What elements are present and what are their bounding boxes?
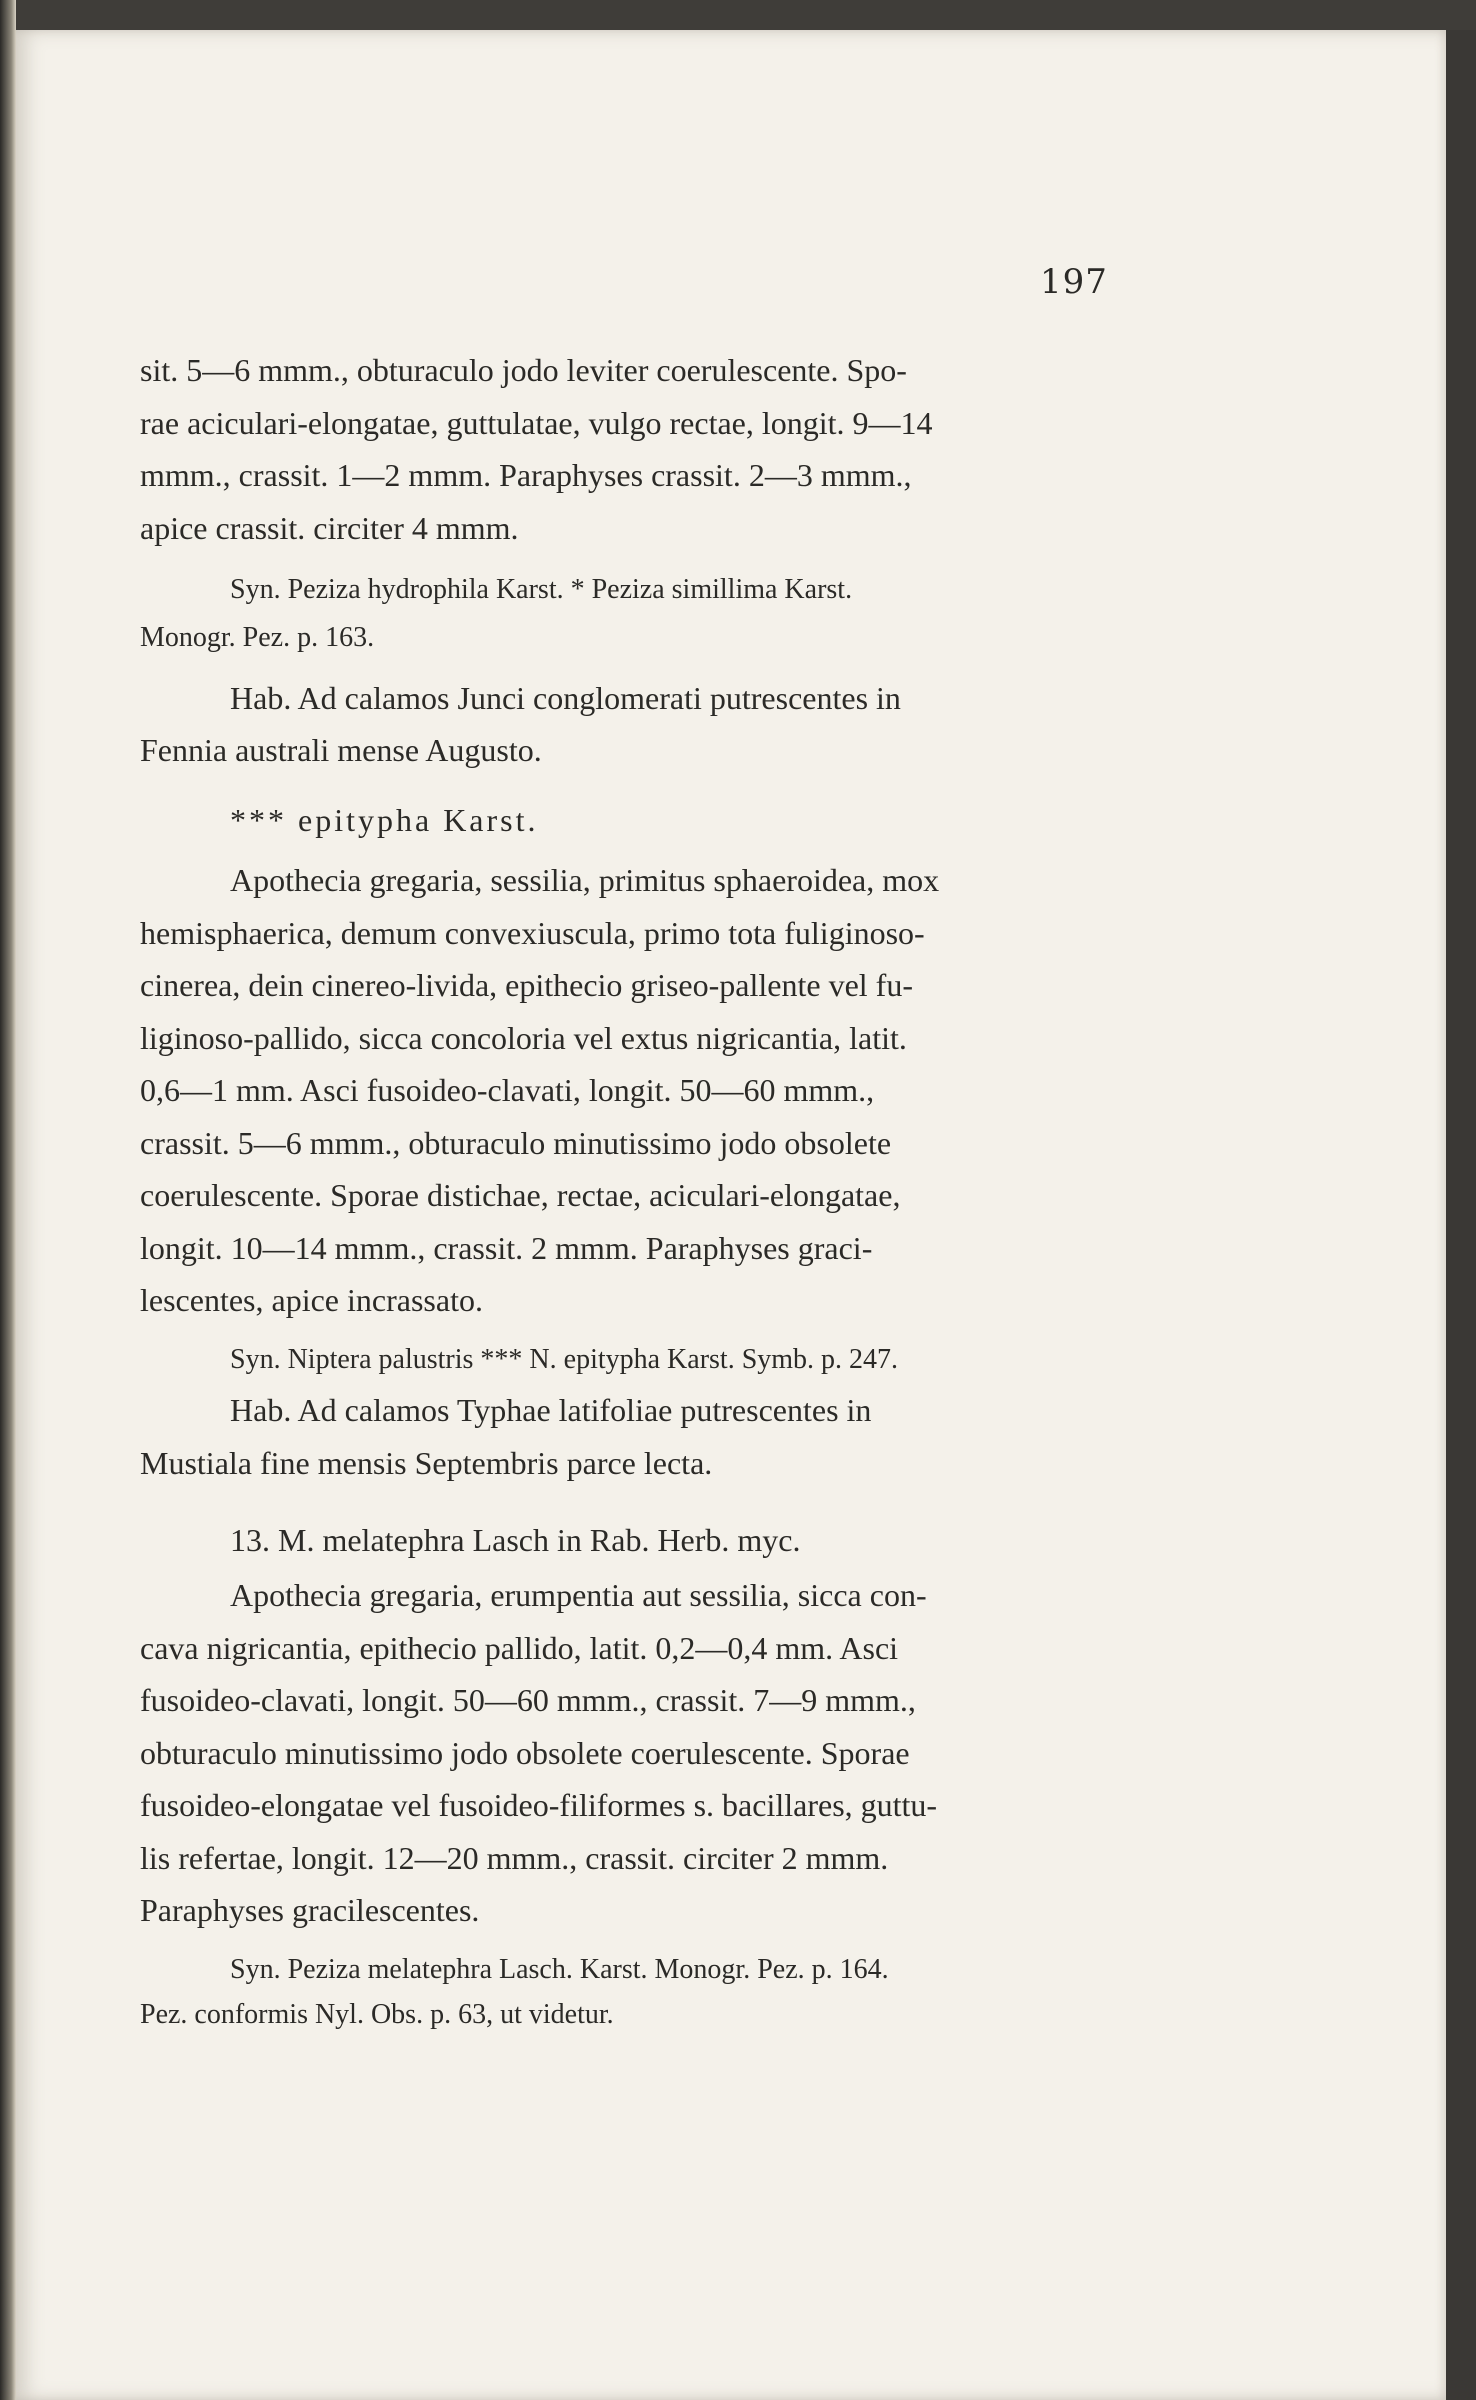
text-line: longit. 10—14 mmm., crassit. 2 mmm. Paraphyses graci-	[140, 1230, 873, 1266]
text-line: mmm., crassit. 1—2 mmm. Paraphyses crassit. 2—3 mmm.,	[140, 457, 912, 493]
text-line: lis refertae, longit. 12—20 mmm., crassit. circiter 2 mmm.	[140, 1840, 889, 1876]
text-line: Mustiala fine mensis Septembris parce lecta.	[140, 1445, 713, 1481]
text-line: Paraphyses gracilescentes.	[140, 1892, 480, 1928]
habitat-line: Hab. Ad calamos Typhae latifoliae putrescentes in	[230, 1392, 872, 1428]
book-spine-edge	[0, 0, 16, 2400]
text-line: fusoideo-elongatae vel fusoideo-filiformes s. bacillares, guttu-	[140, 1787, 938, 1823]
scan-margin	[1446, 30, 1476, 2400]
text-line: Apothecia gregaria, sessilia, primitus sphaeroidea, mox	[230, 862, 940, 898]
text-line: 0,6—1 mm. Asci fusoideo-clavati, longit. 50—60 mmm.,	[140, 1072, 875, 1108]
synonym-line: Pez. conformis Nyl. Obs. p. 63, ut videtur.	[140, 1999, 614, 2030]
text-line: hemisphaerica, demum convexiuscula, primo tota fuliginoso-	[140, 915, 925, 951]
text-line: sit. 5—6 mmm., obturaculo jodo leviter coerulescente. Spo-	[140, 352, 907, 388]
synonym-line: Syn. Peziza melatephra Lasch. Karst. Monogr. Pez. p. 164.	[230, 1954, 889, 1985]
text-line: crassit. 5—6 mmm., obturaculo minutissimo jodo obsolete	[140, 1125, 892, 1161]
synonym-line: Monogr. Pez. p. 163.	[140, 622, 375, 653]
text-line: Fennia australi mense Augusto.	[140, 732, 542, 768]
text-line: Apothecia gregaria, erumpentia aut sessilia, sicca con-	[230, 1577, 927, 1613]
text-line: cinerea, dein cinereo-livida, epithecio griseo-pallente vel fu-	[140, 967, 913, 1003]
synonym-line: Syn. Niptera palustris *** N. epitypha Karst. Symb. p. 247.	[230, 1344, 899, 1375]
page-number: 197	[1040, 262, 1108, 302]
habitat-line: Hab. Ad calamos Junci conglomerati putrescentes in	[230, 680, 901, 716]
text-line: obturaculo minutissimo jodo obsolete coerulescente. Sporae	[140, 1735, 910, 1771]
species-heading: 13. M. melatephra Lasch in Rab. Herb. myc.	[230, 1522, 801, 1558]
variety-heading: *** epitypha Karst.	[230, 802, 539, 838]
text-line: rae aciculari-elongatae, guttulatae, vulgo rectae, longit. 9—14	[140, 405, 933, 441]
text-line: liginoso-pallido, sicca concoloria vel extus nigricantia, latit.	[140, 1020, 907, 1056]
text-line: fusoideo-clavati, longit. 50—60 mmm., crassit. 7—9 mmm.,	[140, 1682, 916, 1718]
text-line: coerulescente. Sporae distichae, rectae, aciculari-elongatae,	[140, 1177, 901, 1213]
text-line: lescentes, apice incrassato.	[140, 1282, 483, 1318]
text-line: apice crassit. circiter 4 mmm.	[140, 510, 519, 546]
text-line: cava nigricantia, epithecio pallido, latit. 0,2—0,4 mm. Asci	[140, 1630, 899, 1666]
synonym-line: Syn. Peziza hydrophila Karst. * Peziza simillima Karst.	[230, 574, 853, 605]
